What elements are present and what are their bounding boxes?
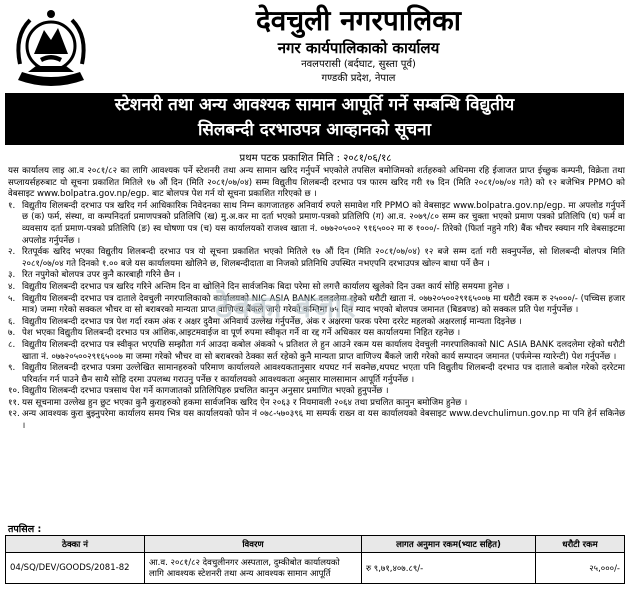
list-item: [8, 201, 625, 247]
municipality-name: देवचुली नगरपालिका: [255, 4, 462, 37]
header: [0, 0, 631, 92]
list-item: [8, 386, 625, 398]
header-deposit: धरौटी रकम: [536, 536, 625, 553]
list-item-number: १.: [8, 200, 16, 211]
office-province: गण्डकी प्रदेश, नेपाल: [321, 73, 396, 84]
list-item: [8, 328, 625, 340]
cell-description: आ.व. २०८१/८२ देवचुलीनगर अस्पताल, दुम्कीबोत कार्यालयको लागि आवश्यक स्टेशनरी तथा अन्य आवश्यक सामान आपूर्ति: [145, 553, 362, 584]
cell-deposit: २५,०००/-: [536, 553, 625, 584]
list-item-text: विद्युतीय शिलबन्दी दरभाउ पत्रसाथ पेश गर्ने कागजातको प्रतिलिपिहरु प्रचलित कानुन अनुसार प्रमाणित भएको हुनुपर्नेछ ।: [22, 386, 389, 397]
list-item-number: ९.: [8, 363, 16, 374]
list-item: [8, 247, 625, 270]
notice-title: [5, 93, 624, 145]
annex-label: तपसिल :: [8, 524, 42, 535]
list-item: [8, 340, 625, 363]
list-item-number: १०.: [8, 386, 20, 397]
cell-cost-estimate: रु ९,७१,४०७.८९/-: [362, 553, 536, 584]
notice-title-line-2: सिलबन्दी दरभाउपत्र आव्हानको सूचना: [198, 120, 431, 140]
list-item-text: विद्युतीय शिलबन्दी दरभाउ पत्र खरिद गर्न आधिकारिक निवेदनका साथ निम्न कागजातहरु अनिवार्य रुपले समावेश गरि PPMO को वेबसाइट www.bolpatra.gov.np/egp. मा अपलोड गर्नुपर्ने छ (क) फर्म, संस्था, वा कम्पनिदर्ता प्रमाणपत्रको प्रतिलिपि (ख) मु.अ.कर मा दर्ता भएको प्रमाण-पत्रको प्रतिलिपि (ग) आ.व. २०७९/८० सम्म कर चुक्ता भएको प्रमाण पत्रको प्रतिलिपि (घ) फर्म वा व्यवसाय दर्ता प्रमाण-पत्रको प्रतिलिपि (ङ) स्व घोषणा पत्र (च) यस कार्यालयको राजश्व खाता नं. ०७७२०५००२ ९१६५००२ मा रु १०००/- तिरेको (फिर्ता नहुने गरि) बैंक भौचर स्क्यान गरि वेबसाइटमा अपलोड गर्नुपर्नेछ ।: [22, 200, 625, 246]
list-item: [8, 398, 625, 410]
office-name: नगर कार्यपालिकाको कार्यालय: [277, 39, 440, 57]
list-item: [8, 363, 625, 386]
notice-title-line-1: स्टेशनरी तथा अन्य आवश्यक सामान आपूर्ति गर्ने सम्बन्धि विद्युतीय: [114, 95, 515, 115]
list-item-number: १२.: [8, 409, 20, 420]
header-contract-no: ठेक्का नं: [6, 536, 145, 553]
list-item-number: ५.: [8, 293, 16, 304]
watermark: ठेक्का बजार: [215, 290, 357, 325]
list-item-text: रितपूर्वक खरिद भएका विद्युतीय शिलबन्दी दरभाउ पत्र यो सूचना प्रकाशित भएको मितिले १७ औं दिन (मिति २०८१/०७/०४) १२ बजे सम्म दर्ता गरी सक्नुपर्नेछ, सो शिलबन्दी बोलपत्र मिति २०८१/०७/०४ गते दिनको १.०० बजे यस कार्यालयमा खोलिने छ, शिलबन्दीदाता वा निजको प्रतिनिधि उपस्थित नभएपनि दरभाउपत्र खोल्न बाधा पर्ने छैन ।: [22, 247, 625, 269]
office-address: नवलपरासी (बर्दघाट, सुस्ता पूर्व): [301, 59, 416, 70]
header-description: विवरण: [145, 536, 362, 553]
annex-header-row: [6, 536, 625, 553]
nepal-government-emblem-icon: [8, 6, 94, 88]
cell-contract-no: 04/SQ/DEV/GOODS/2081-82: [6, 553, 145, 584]
list-item-number: ४.: [8, 281, 16, 292]
list-item-number: ११.: [8, 397, 20, 408]
list-item-text: विद्युतीय शिलबन्दी दरभाउ पत्रमा उल्लेखित सामानहरुको परिमाण कार्यालयले आवश्यकतानुसार थपघट गर्न सक्नेछ,थपघट भएता पनि विद्युतीय शिलबन्दी दरभाउ पत्र दाताले कबोल गरेको दररेटमा परिवर्तन गर्न पाउने छैन साथै सोहि दरमा उपलब्ध गराउनु पर्नेछ र कार्यालयको आवश्यकता अनुसार मालसामान आपूर्ति गर्नुपर्नेछ ।: [22, 363, 625, 385]
list-item: [8, 409, 625, 432]
list-item-text: विद्युतीय शिलबन्दी दरभाउ पत्र दाताले देवचुली नगरपालिकाको कार्यालयको NIC ASIA BANK दलदलेमा रहेको धरौटी खाता नं. ०७७२०५००२९१६५००७ मा धरौटी रकम रु २५०००/- (पच्चिस हजार मात्र) जम्मा गरेको सक्कल भौचर वा सो बराबरको मान्यता प्राप्त वाणिज्य बैंकले जारी गरेको कम्तिमा ७५ दिन म्याद भएको बोलपत्र जमानत (बिडबण्ड) को सक्कल प्रति पेश गर्नुपर्नेछ ।: [22, 293, 625, 316]
list-item-number: ८.: [8, 339, 16, 350]
list-item-number: ६.: [8, 316, 16, 327]
publication-date: प्रथम पटक प्रकाशित मिति : २०८१/०६/१८: [239, 153, 392, 164]
list-item-number: ७.: [8, 328, 16, 339]
list-item-text: यस सूचनामा उल्लेख हुन छुट भएका कुनै कुराहरुको हकमा सार्वजनिक खरिद ऐन २०६३ र नियमावली २०६४ तथा प्रचलित कानुन बमोजिम हुनेछ ।: [22, 397, 468, 408]
list-item-number: २.: [8, 247, 16, 258]
list-item-number: ३.: [8, 270, 16, 281]
list-item-text: पेश भएका विद्युतीय शिलबन्दी दरभाउ पत्र आंशिक,आइटमवाईज वा पूर्ण रुपमा स्वीकृत गर्ने वा रद्द गर्ने अधिकार यस कार्यालयमा निहित रहनेछ ।: [22, 328, 461, 339]
list-item-text: विद्युतीय शिलबन्दी दरभाउ पत्र पेश गर्दा रकम अंक र अक्षर दुवैमा अनिवार्य उल्लेख गर्नुपर्नेछ, अंक र अक्षरमा फरक परेमा दररेट महलको अक्षरलाई मान्यता दिइनेछ ।: [22, 316, 522, 327]
notice-intro: यस कार्यालय लाइ आ.व २०८१/८२ का लागि आवश्यक पर्ने स्टेशनरी तथा अन्य सामान खरिद गर्नुपर्ने भएकोले तपसिल बमोजिमको शर्तहरुको अधिनमा रहि ईजाजत प्राप्त ईच्छुक कम्पनी, विक्रेता तथा सप्लायर्सहरुबाट यो सूचना प्रकाशित मितिले १७ औं दिन (मिति २०८१/०७/०४) सम्म विद्युतीय शिलबन्दी दरभाउ पत्र फारम खरिद गरी १७ दिन (मिति २०८१/०७/०४ गते) को १२ बजेभित्र PPMO को वेबसाइट www.bolpatra.gov.np/egp. बाट बोलपत्र पेश गर्न यो सूचना प्रकाशित गरिएको छ ।: [8, 166, 625, 200]
list-item-text: रित नपुगेको बोलपत्र उपर कुनै कारबाही गरिने छैन ।: [22, 270, 181, 281]
annex-table: [5, 535, 625, 584]
list-item-text: विद्युतीय शिलबन्दी दरभाउ पत्र स्वीकृत भएपछि सम्झौता गर्न आउदा कबोल अंकको ५ प्रतिशत ले हुन आउने रकम यस कार्यालय देवचुली नगरपालिकाको NIC ASIA BANK दलदलेमा रहेको धरौटी खाता नं. ०७७२०५००२९१६५००७ मा जम्मा गरेको भौचर वा सो बराबरको ठेक्का सर्त रहेको कुनै मान्यता प्राप्त वाणिज्य बैंकले जारी गरेको कार्य सम्पादन जमानत (पर्फमेन्स ग्यारेन्टी) पेश गर्नुपर्नेछ ।: [22, 339, 625, 362]
list-item: [8, 270, 625, 282]
header-cost-estimate: लागत अनुमान रकम(भ्याट सहित): [362, 536, 536, 553]
list-item-text: विद्युतीय शिलबन्दी दरभाउ पत्र खरिद गरिने अन्तिम दिन वा खोलिने दिन सार्वजनिक बिदा परेमा सो लगत्तै कार्यालय खुलेको दिन उक्त कार्य सोहि समयमा हुनेछ ।: [22, 281, 510, 292]
list-item-text: अन्य आवश्यक कुरा बुझ्नुपरेमा कार्यालय समय भित्र यस कार्यालयको फोन नं ०७८-५७०३९६ मा सम्पर्क राख्न वा यस कार्यालयको वेबसाइट www.devchulimun.gov.np मा पनि हेर्न सकिनेछ ।: [22, 409, 625, 432]
table-row: [6, 553, 625, 584]
